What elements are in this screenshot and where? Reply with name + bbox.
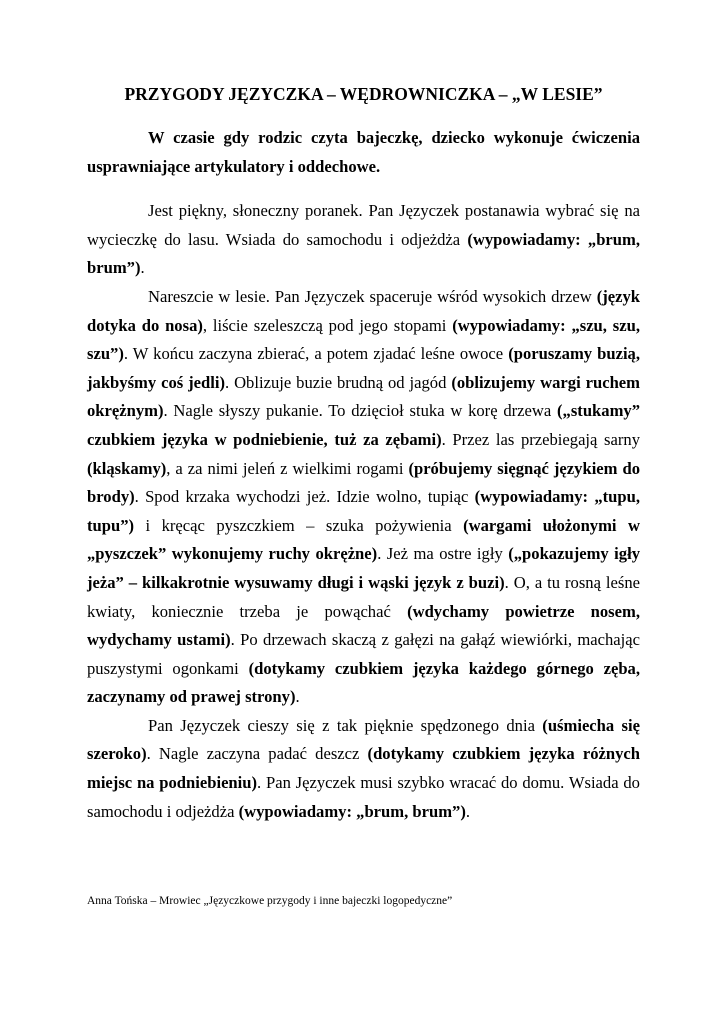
story-text: i kręcąc pyszczkiem – szuka pożywienia <box>134 515 464 535</box>
story-text: Pan Języczek cieszy się z tak pięknie spędzonego dnia <box>148 715 543 735</box>
intro-paragraph: W czasie gdy rodzic czyta bajeczkę, dziecko wykonuje ćwiczenia usprawniające artykulatory i oddechowe. <box>87 128 640 176</box>
exercise-instruction: (dotykamy czubkiem języka różnych miejsc na podniebieniu) <box>87 744 641 793</box>
exercise-instruction: („pokazujemy igły jeża” – kilkakrotnie wysuwamy długi i wąski język z buzi) <box>87 544 640 592</box>
exercise-instruction: (uśmiecha się szeroko) <box>87 715 640 764</box>
story-text: . Po drzewach skaczą z gałęzi na gałąź wiewiórki, machając puszystymi ogonkami <box>87 630 640 678</box>
page-title: PRZYGODY JĘZYCZKA – WĘDROWNICZKA – „W LESIE” <box>124 84 603 104</box>
story-text: Nareszcie w lesie. Pan Języczek spaceruje wśród wysokich drzew <box>148 286 597 306</box>
story-text: . Jeż ma ostre igły <box>377 544 509 564</box>
story-paragraph-1 <box>87 197 640 283</box>
story-paragraph-2 <box>87 283 640 712</box>
exercise-instruction: (dotykamy czubkiem języka każdego górnego zęba, zaczynamy od prawej strony) <box>87 658 640 707</box>
exercise-instruction: (kląskamy) <box>87 458 167 478</box>
exercise-instruction: („stukamy” czubkiem języka w podniebienie, tuż za zębami) <box>87 401 640 449</box>
story-text: . Przez las przebiegają sarny <box>441 429 640 449</box>
story-text: . <box>465 801 471 821</box>
story-text: , a za nimi jeleń z wielkimi rogami <box>166 458 409 478</box>
story-text: . Oblizuje buzie brudną od jagód <box>225 372 452 392</box>
exercise-instruction: (wypowiadamy: „tupu, tupu”) <box>87 487 640 535</box>
story-text: . <box>295 687 300 707</box>
exercise-instruction: (oblizujemy wargi ruchem okrężnym) <box>87 372 640 421</box>
exercise-instruction: (poruszamy buzią, jakbyśmy coś jedli) <box>87 344 640 392</box>
footer-citation: Anna Tońska – Mrowiec „Języczkowe przygody i inne bajeczki logopedyczne” <box>87 895 453 907</box>
exercise-instruction: (wypowiadamy: „brum, brum”) <box>87 229 640 278</box>
exercise-instruction: (język dotyka do nosa) <box>87 286 640 335</box>
exercise-instruction: (wdychamy powietrze nosem, wydychamy ustami) <box>87 601 640 650</box>
document-page <box>87 84 640 826</box>
story-text: . Nagle słyszy pukanie. To dzięcioł stuka w korę drzewa <box>163 401 558 421</box>
story-text: . <box>140 258 145 278</box>
story-text: Jest piękny, słoneczny poranek. Pan Języczek postanawia wybrać się na wycieczkę do lasu. Wsiada do samochodu i odjeżdża <box>87 201 640 249</box>
exercise-instruction: (wypowiadamy: „szu, szu, szu”) <box>87 315 640 364</box>
story-text: . W końcu zaczyna zbierać, a potem zjadać leśne owoce <box>123 344 509 364</box>
exercise-instruction: (wypowiadamy: „brum, brum”) <box>238 801 466 821</box>
story-text: . Pan Języczek musi szybko wracać do domu. Wsiada do samochodu i odjeżdża <box>87 773 640 821</box>
exercise-instruction: (próbujemy sięgnąć językiem do brody) <box>87 458 640 507</box>
story-text: . Spod krzaka wychodzi jeż. Idzie wolno, tupiąc <box>134 487 475 507</box>
exercise-instruction: (wargami ułożonymi w „pyszczek” wykonujemy ruchy okrężne) <box>87 515 640 564</box>
story-text: . O, a tu rosną leśne kwiaty, koniecznie trzeba je powąchać <box>87 572 640 621</box>
story-text: . Nagle zaczyna padać deszcz <box>146 744 368 764</box>
story-text: , liście szeleszczą pod jego stopami <box>202 315 453 335</box>
story-paragraph-3 <box>87 712 640 826</box>
